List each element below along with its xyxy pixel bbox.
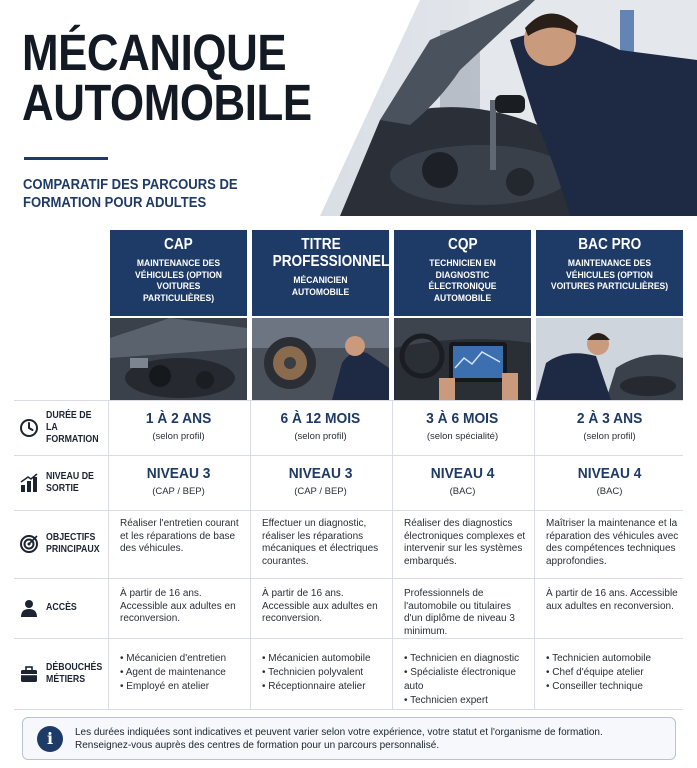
column-header [252,230,389,316]
row-divider [14,400,683,401]
duree-note: (selon profil) [152,431,205,442]
niveau-note: (BAC) [596,486,623,497]
list-item: • Conseiller technique [546,680,683,694]
list-item: • Technicien automobile [546,652,683,666]
column-title: CAP [164,236,193,253]
duree-value: 1 À 2 ANS [145,410,212,427]
list-item: • Mécanicien d'entretien [120,652,247,666]
column-subtitle: MAINTENANCE DES VÉHICULES (OPTION VOITURES PARTICULIÈRES) [550,258,669,292]
debouches-list [536,652,683,694]
duree-value: 6 À 12 MOIS [280,410,361,427]
acces-text: À partir de 16 ans. Accessible aux adultes en reconversion. [262,588,378,624]
row-label-objectifs [14,510,108,578]
column-subtitle: TECHNICIEN EN DIAGNOSTIC ÉLECTRONIQUE AUTOMOBILE [428,258,497,304]
bar-chart-icon [18,472,40,494]
list-item: • Employé en atelier [120,680,247,694]
niveau-cell [394,465,531,498]
note-text [75,726,603,752]
objectifs-text: Effectuer un diagnostic, réaliser les réparations mécaniques et électriques courantes. [262,518,379,567]
niveau-cell [536,465,683,498]
acces-text: Professionnels de l'automobile ou titulaires d'un diplôme de niveau 3 minimum. [404,588,515,637]
duree-note: (selon profil) [294,431,347,442]
debouches-list [252,652,389,694]
column-header [110,230,247,316]
column-title: CQP [447,236,478,253]
row-divider [14,455,683,456]
niveau-cell [252,465,389,498]
mechanic-hero-photo [320,0,697,216]
niveau-value: NIVEAU 4 [430,465,495,482]
duree-note: (selon spécialité) [426,431,499,442]
list-item: • Chef d'équipe atelier [546,666,683,680]
person-icon [18,597,40,619]
page-title [22,24,312,131]
title-underline [24,157,108,160]
row-label-text: NIVEAU DE SORTIE [46,470,94,494]
column-title: BAC PRO [578,236,641,253]
duree-cell [394,410,531,443]
page-subtitle: COMPARATIF DES PARCOURS DE FORMATION POUR ADULTES [23,177,238,211]
list-item: • Réceptionnaire atelier [262,680,389,694]
clock-icon [18,417,40,439]
debouches-list [110,652,247,694]
niveau-note: (BAC) [449,486,476,497]
column-subtitle: MAINTENANCE DES VÉHICULES (OPTION VOITURES PARTICULIÈRES) [135,258,222,304]
niveau-value: NIVEAU 3 [288,465,353,482]
engine-bay-photo [110,318,247,400]
row-divider [14,638,683,639]
comparison-table [14,230,683,710]
objectifs-text: Réaliser des diagnostics électroniques complexes et intervenir sur les systèmes embarqués. [404,518,526,567]
duree-value: 3 À 6 MOIS [426,410,499,427]
list-item: • Technicien en diagnostic [404,652,531,666]
title-line-1: MÉCANIQUE [22,24,287,81]
list-item: • Technicien polyvalent [262,666,389,680]
row-divider [14,709,683,710]
acces-text: À partir de 16 ans. Accessible aux adultes en reconversion. [120,588,236,624]
niveau-note: (CAP / BEP) [152,486,205,497]
niveau-note: (CAP / BEP) [294,486,347,497]
row-divider [14,510,683,511]
objectifs-text: Maîtriser la maintenance et la réparation des véhicules avec des compétences techniques approfondies. [546,518,679,567]
column-bac-pro [536,230,683,692]
column-divider [108,400,109,710]
column-title: TITRE PROFESSIONNEL [272,236,389,270]
row-label-text: OBJECTIFS PRINCIPAUX [46,532,100,555]
row-label-debouches [14,638,108,710]
row-label-text: DURÉE DE LA FORMATION [46,409,99,445]
mechanic-engine-photo [536,318,683,400]
row-label-niveau [14,455,108,510]
objectifs-text: Réaliser l'entretien courant et les réparations de base des véhicules. [120,518,239,554]
duree-cell [110,410,247,443]
row-label-duree [14,400,108,455]
hero-header [0,0,697,222]
info-icon: i [37,726,63,752]
row-label-text: ACCÈS [46,602,77,613]
duree-value: 2 À 3 ANS [576,410,643,427]
info-note [22,717,676,760]
target-icon [18,533,40,555]
column-header [394,230,531,316]
list-item: • Technicien expert [404,694,531,708]
column-titre-professionnel [252,230,389,692]
duree-cell [536,410,683,443]
column-subtitle: MÉCANICIEN AUTOMOBILE [291,275,350,298]
diagnostic-tablet-photo [394,318,531,400]
list-item: • Mécanicien automobile [262,652,389,666]
row-divider [14,578,683,579]
title-line-2: AUTOMOBILE [22,74,312,131]
column-header [536,230,683,316]
brake-disc-photo [252,318,389,400]
acces-text: À partir de 16 ans. Accessible aux adultes en reconversion. [546,588,678,612]
niveau-cell [110,465,247,498]
duree-note: (selon profil) [583,431,636,442]
row-label-acces [14,578,108,638]
note-line-1: Les durées indiquées sont indicatives et peuvent varier selon votre expérience, votre statut et l'organisme de formation. [75,726,603,738]
column-divider [392,400,393,710]
hero-photo-diagonal-mask [320,0,420,216]
briefcase-icon [18,663,40,685]
debouches-list [394,652,531,708]
column-cqp [394,230,531,706]
column-divider [534,400,535,710]
niveau-value: NIVEAU 3 [146,465,211,482]
column-divider [250,400,251,710]
list-item: • Agent de maintenance [120,666,247,680]
row-label-text: DÉBOUCHÉS MÉTIERS [46,662,103,685]
list-item: • Spécialiste électronique auto [404,666,531,694]
duree-cell [252,410,389,443]
niveau-value: NIVEAU 4 [577,465,642,482]
column-cap [110,230,247,692]
note-line-2: Renseignez-vous auprès des centres de formation pour un parcours personnalisé. [75,739,440,751]
